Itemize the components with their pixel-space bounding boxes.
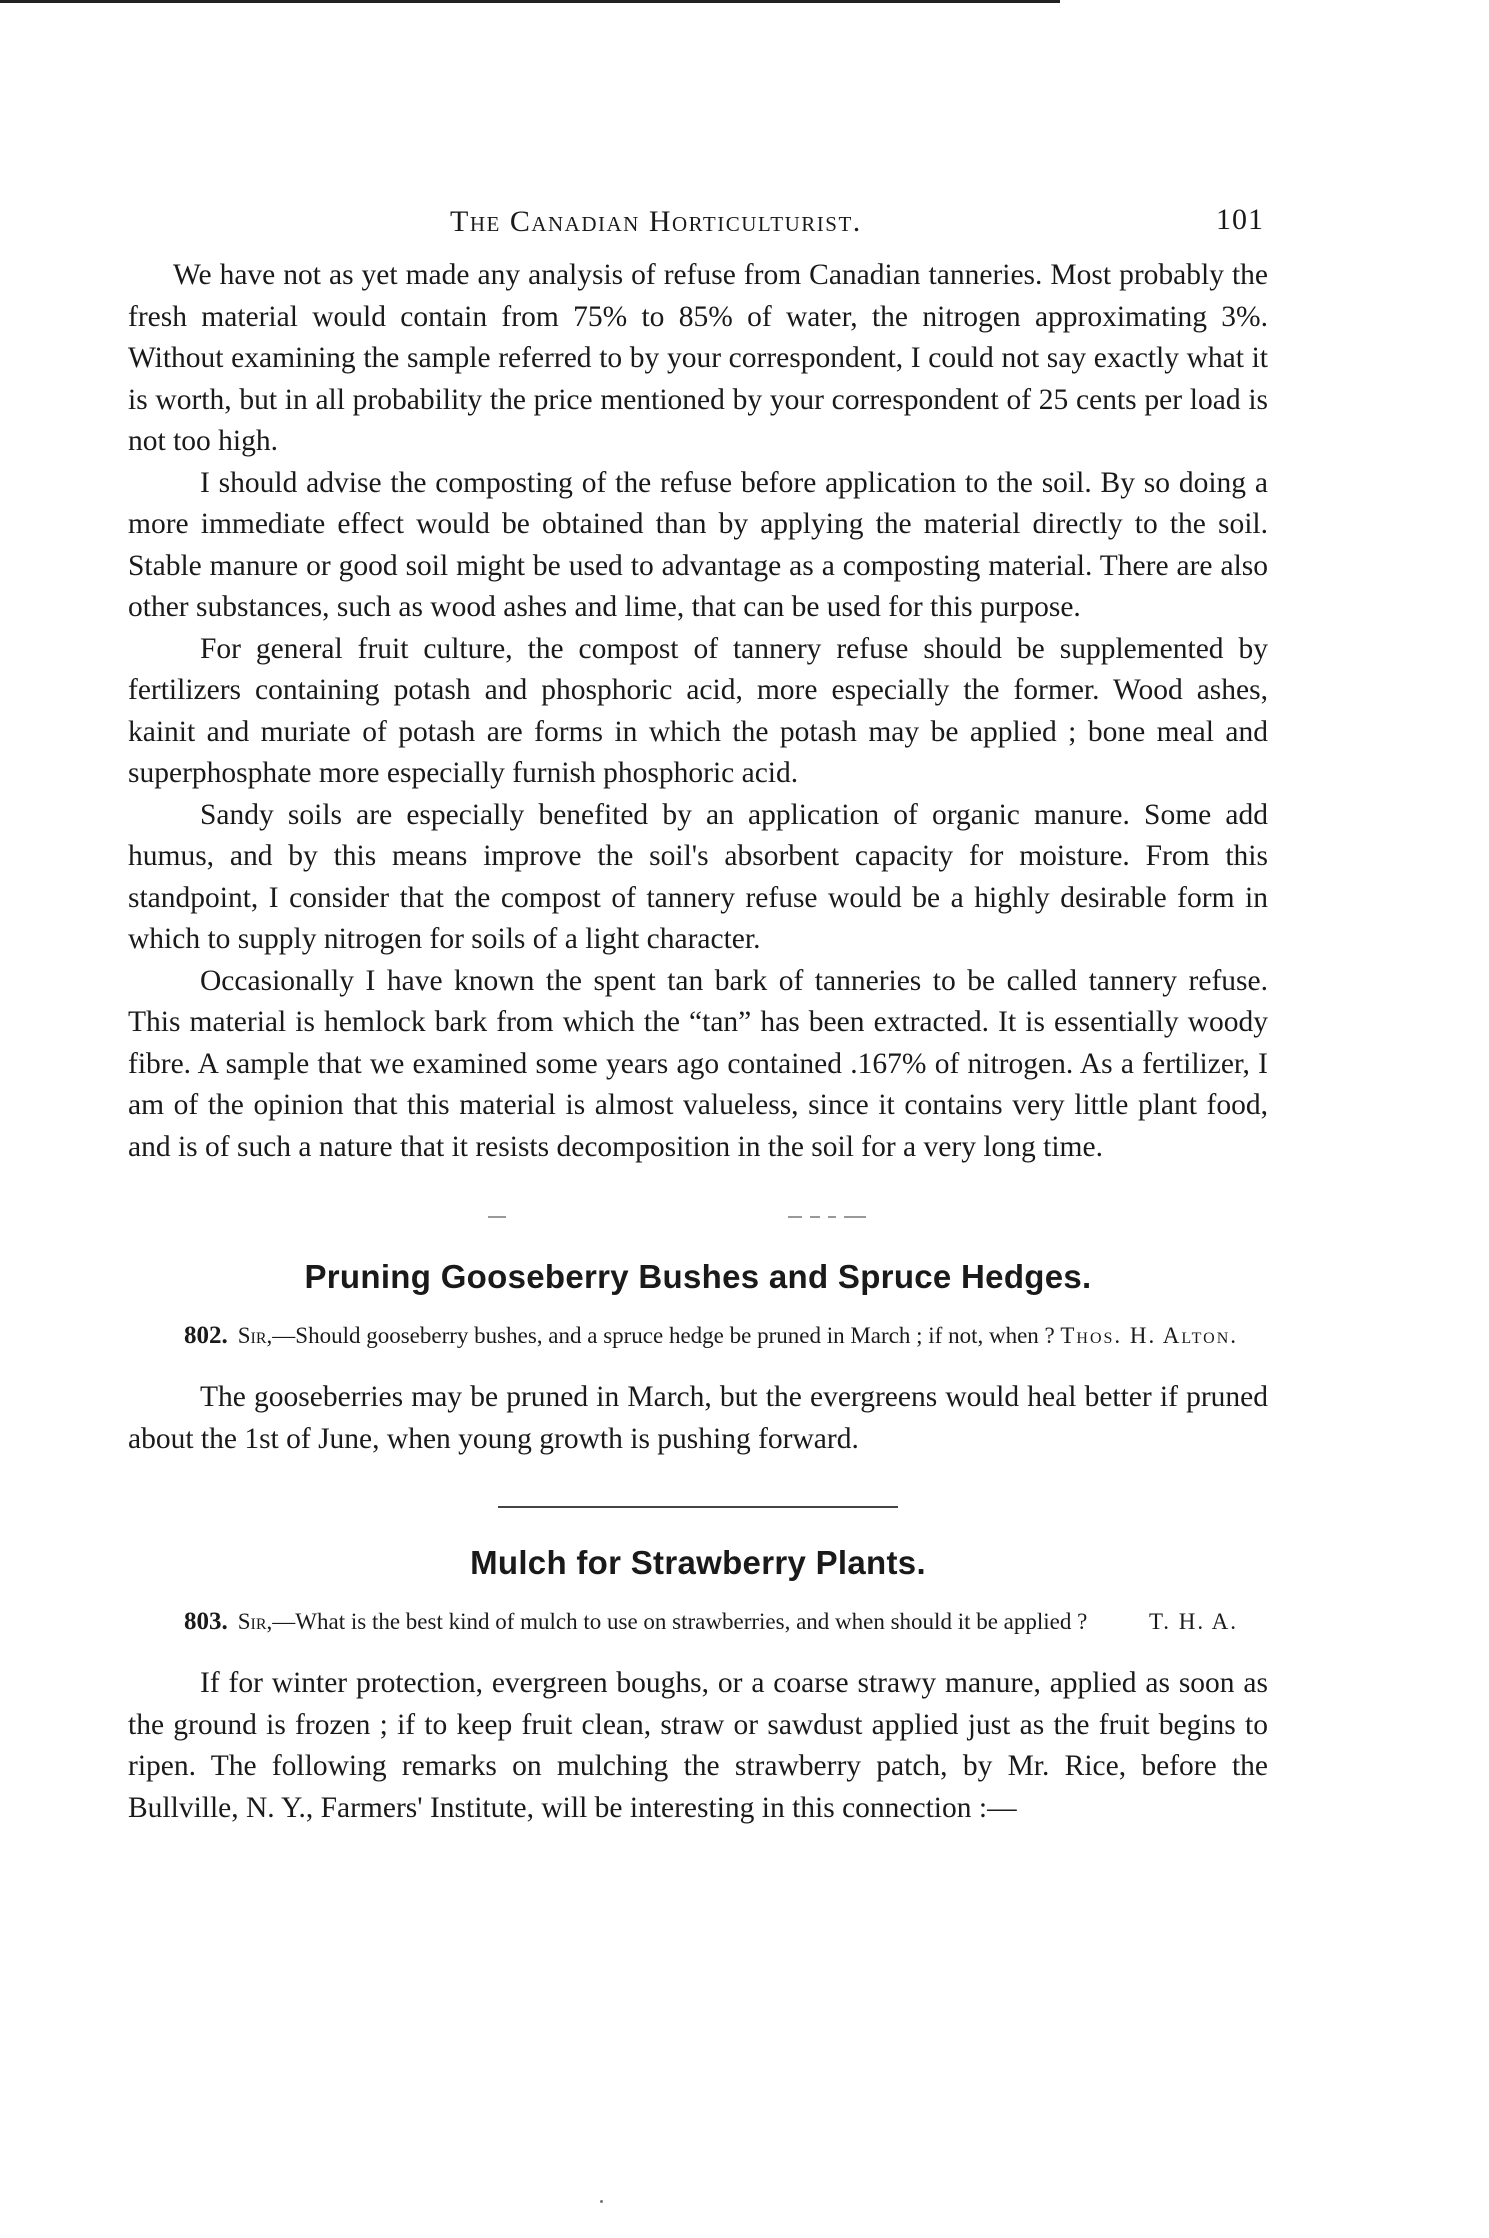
top-border-rule <box>0 0 1060 3</box>
paragraph-analysis: We have not as yet made any analysis of refuse from Canadian tanneries. Most probably the fresh material would contain from 75% to 85% of water, the nitrogen approximating 3%. Without examining the sample referred to by your correspondent, I could not say exactly what it is worth, but in all probability the price mentioned by your correspondent of 25 cents per load is not too high. <box>128 259 1268 457</box>
page-number: 101 <box>1216 203 1264 236</box>
running-title: The Canadian Horticulturist. <box>450 205 862 238</box>
query-signature: Thos. H. Alton. <box>1060 1323 1238 1348</box>
query-salutation: Sir, <box>237 1609 273 1634</box>
section-separator-dashes <box>488 1216 908 1218</box>
print-speck <box>600 2200 603 2203</box>
paragraph-composting: I should advise the composting of the refuse before application to the soil. By so doing a more immediate effect would be obtained than by applying the material directly to the soil. Stable manure or good soil might be used to advantage as a composting material. There are also other substances, such as wood ashes and lime, that can be used for this purpose. <box>128 466 1268 623</box>
page-content <box>128 195 1268 1829</box>
query-salutation: Sir, <box>237 1323 273 1348</box>
heading-mulch-strawberry: Mulch for Strawberry Plants. <box>470 1544 926 1581</box>
running-header <box>128 195 1268 255</box>
paragraph-sandy-soils: Sandy soils are especially benefited by an application of organic manure. Some add humus, and by this means improve the soil's absorbent capacity for moisture. From this standpoint, I consider that the compost of tannery refuse would be a highly desirable form in which to supply nitrogen for soils of a light character. <box>128 798 1268 955</box>
query-803 <box>128 1608 1268 1635</box>
paragraph-tan-bark: Occasionally I have known the spent tan bark of tanneries to be called tannery refuse. This material is hemlock bark from which the “tan” has been extracted. It is essentially woody fibre. A sample that we examined some years ago contained .167% of nitrogen. As a fertilizer, I am of the opinion that this material is almost valueless, since it contains very little plant food, and is of such a nature that it resists decomposition in the soil for a very long time. <box>128 964 1268 1163</box>
query-text: —Should gooseberry bushes, and a spruce hedge be pruned in March ; if not, when ? <box>272 1323 1055 1348</box>
query-signature: T. H. A. <box>1148 1609 1238 1634</box>
paragraph-fruit-culture: For general fruit culture, the compost of tannery refuse should be supplemented by fertilizers containing potash and phosphoric acid, more especially the former. Wood ashes, kainit and muriate of potash are forms in which the potash may be applied ; bone meal and superphosphate more especially furnish phosphoric acid. <box>128 632 1268 789</box>
query-text: —What is the best kind of mulch to use on strawberries, and when should it be applied ? <box>272 1609 1088 1634</box>
answer-803: If for winter protection, evergreen boughs, or a coarse strawy manure, applied as soon as the ground is frozen ; if to keep fruit clean, straw or sawdust applied just as the fruit begins to ripen. The following remarks on mulching the strawberry patch, by Mr. Rice, before the Bullville, N. Y., Farmers' Institute, will be interesting in this connection :— <box>128 1667 1268 1824</box>
query-802 <box>128 1322 1268 1349</box>
query-number: 803. <box>184 1608 228 1635</box>
answer-802: The gooseberries may be pruned in March, but the evergreens would heal better if pruned about the 1st of June, when young growth is pushing forward. <box>128 1381 1268 1455</box>
section-rule <box>498 1506 898 1508</box>
heading-pruning-gooseberry: Pruning Gooseberry Bushes and Spruce Hedges. <box>304 1258 1092 1295</box>
query-number: 802. <box>184 1322 228 1349</box>
